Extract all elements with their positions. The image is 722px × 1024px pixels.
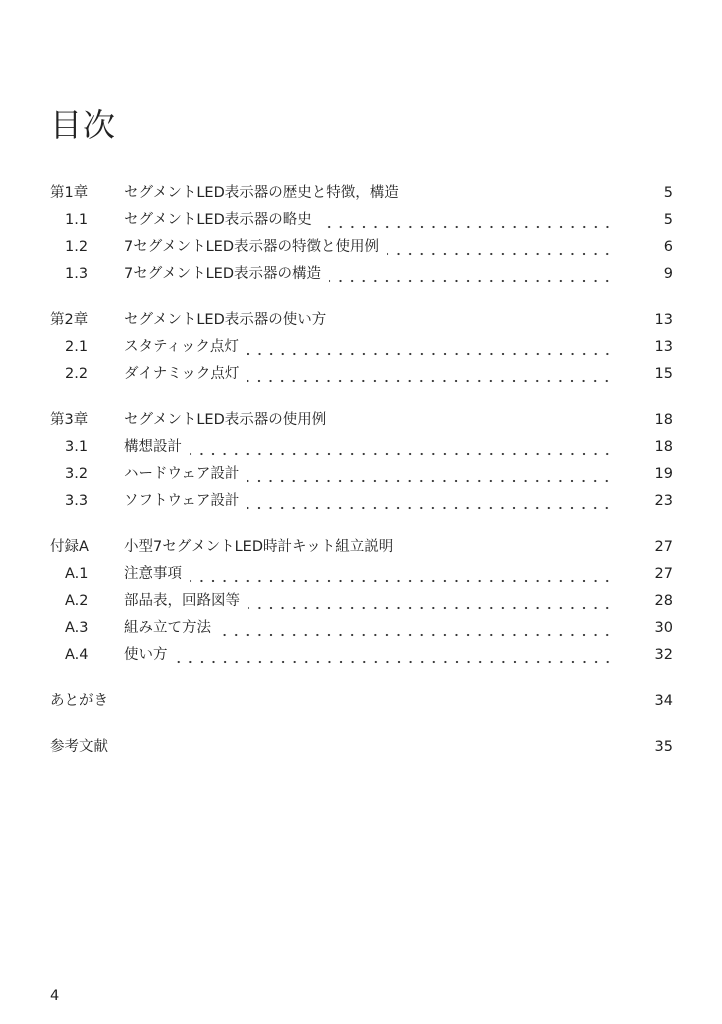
entry-page: 13 [654, 339, 673, 355]
dot-leader [387, 234, 613, 261]
entry-number: 付録A [50, 539, 89, 555]
entry-title: ハードウェア設計 [124, 466, 240, 482]
dot-leader [247, 334, 613, 361]
entry-title: ソフトウェア設計 [124, 493, 240, 509]
toc-section-entry[interactable] [50, 642, 673, 669]
toc-section-entry[interactable] [50, 234, 673, 261]
entry-page: 27 [654, 566, 673, 582]
dot-leader [247, 361, 613, 388]
entry-number: 3.2 [65, 466, 89, 482]
entry-number: 2.2 [65, 366, 89, 382]
toc-chapter-entry[interactable] [50, 407, 673, 434]
entry-number: 第2章 [50, 312, 89, 328]
toc-chapter-entry[interactable] [50, 534, 673, 561]
entry-number: 第1章 [50, 185, 89, 201]
dot-leader [329, 261, 613, 288]
toc-section-entry[interactable] [50, 588, 673, 615]
entry-title: セグメントLED表示器の使い方 [124, 312, 327, 328]
entry-number: 1.3 [65, 266, 89, 282]
entry-title: 組み立て方法 [124, 620, 211, 636]
toc-chapter-entry[interactable] [50, 307, 673, 334]
entry-number: A.2 [65, 593, 89, 609]
table-of-contents [50, 180, 673, 780]
entry-title: スタティック点灯 [124, 339, 239, 355]
dot-leader [190, 434, 613, 461]
entry-number: 1.2 [65, 239, 89, 255]
entry-title: セグメントLED表示器の略史 [124, 212, 312, 228]
entry-page: 9 [663, 266, 673, 282]
entry-title: 7セグメントLED表示器の構造 [124, 266, 321, 282]
entry-title: 構想設計 [124, 439, 182, 455]
entry-title: 部品表，回路図等 [124, 593, 240, 609]
entry-number: 1.1 [65, 212, 89, 228]
dot-leader [320, 207, 613, 234]
entry-page: 13 [654, 312, 673, 328]
toc-section-entry[interactable] [50, 615, 673, 642]
dot-leader [219, 615, 613, 642]
entry-page: 28 [654, 593, 673, 609]
entry-title: 参考文献 [50, 739, 108, 755]
entry-title: 7セグメントLED表示器の特徴と使用例 [124, 239, 379, 255]
entry-title: ダイナミック点灯 [124, 366, 240, 382]
entry-number: 3.1 [65, 439, 89, 455]
entry-title: 小型7セグメントLED時計キット組立説明 [124, 539, 394, 555]
entry-title: セグメントLED表示器の歴史と特徴，構造 [124, 185, 399, 201]
entry-page: 30 [654, 620, 673, 636]
dot-leader [248, 588, 613, 615]
toc-section-entry[interactable] [50, 461, 673, 488]
entry-page: 19 [654, 466, 673, 482]
toc-section-entry[interactable] [50, 488, 673, 515]
entry-page: 15 [654, 366, 673, 382]
dot-leader [247, 488, 613, 515]
dot-leader [190, 561, 613, 588]
toc-group [50, 734, 673, 761]
toc-group [50, 307, 673, 388]
entry-title: あとがき [50, 693, 108, 709]
entry-page: 5 [663, 185, 673, 201]
toc-group [50, 688, 673, 715]
toc-group [50, 180, 673, 288]
entry-page: 5 [663, 212, 673, 228]
entry-page: 32 [654, 647, 673, 663]
entry-number: A.4 [65, 647, 89, 663]
toc-chapter-entry[interactable] [50, 688, 673, 715]
toc-section-entry[interactable] [50, 207, 673, 234]
entry-page: 35 [654, 739, 673, 755]
toc-section-entry[interactable] [50, 434, 673, 461]
toc-section-entry[interactable] [50, 261, 673, 288]
entry-number: 3.3 [65, 493, 89, 509]
entry-number: A.3 [65, 620, 89, 636]
entry-page: 27 [654, 539, 673, 555]
dot-leader [247, 461, 613, 488]
entry-number: A.1 [65, 566, 89, 582]
entry-title: 使い方 [124, 647, 168, 663]
toc-section-entry[interactable] [50, 561, 673, 588]
toc-group [50, 407, 673, 515]
toc-section-entry[interactable] [50, 361, 673, 388]
toc-group [50, 534, 673, 669]
page-title: 目次 [50, 106, 117, 144]
entry-page: 18 [654, 439, 673, 455]
dot-leader [176, 642, 614, 669]
toc-section-entry[interactable] [50, 334, 673, 361]
entry-number: 2.1 [65, 339, 89, 355]
page-number: 4 [50, 988, 60, 1004]
entry-page: 6 [663, 239, 673, 255]
entry-number: 第3章 [50, 412, 89, 428]
entry-page: 18 [654, 412, 673, 428]
entry-page: 23 [654, 493, 673, 509]
toc-chapter-entry[interactable] [50, 180, 673, 207]
entry-title: セグメントLED表示器の使用例 [124, 412, 327, 428]
entry-page: 34 [654, 693, 673, 709]
entry-title: 注意事項 [124, 566, 182, 582]
toc-chapter-entry[interactable] [50, 734, 673, 761]
